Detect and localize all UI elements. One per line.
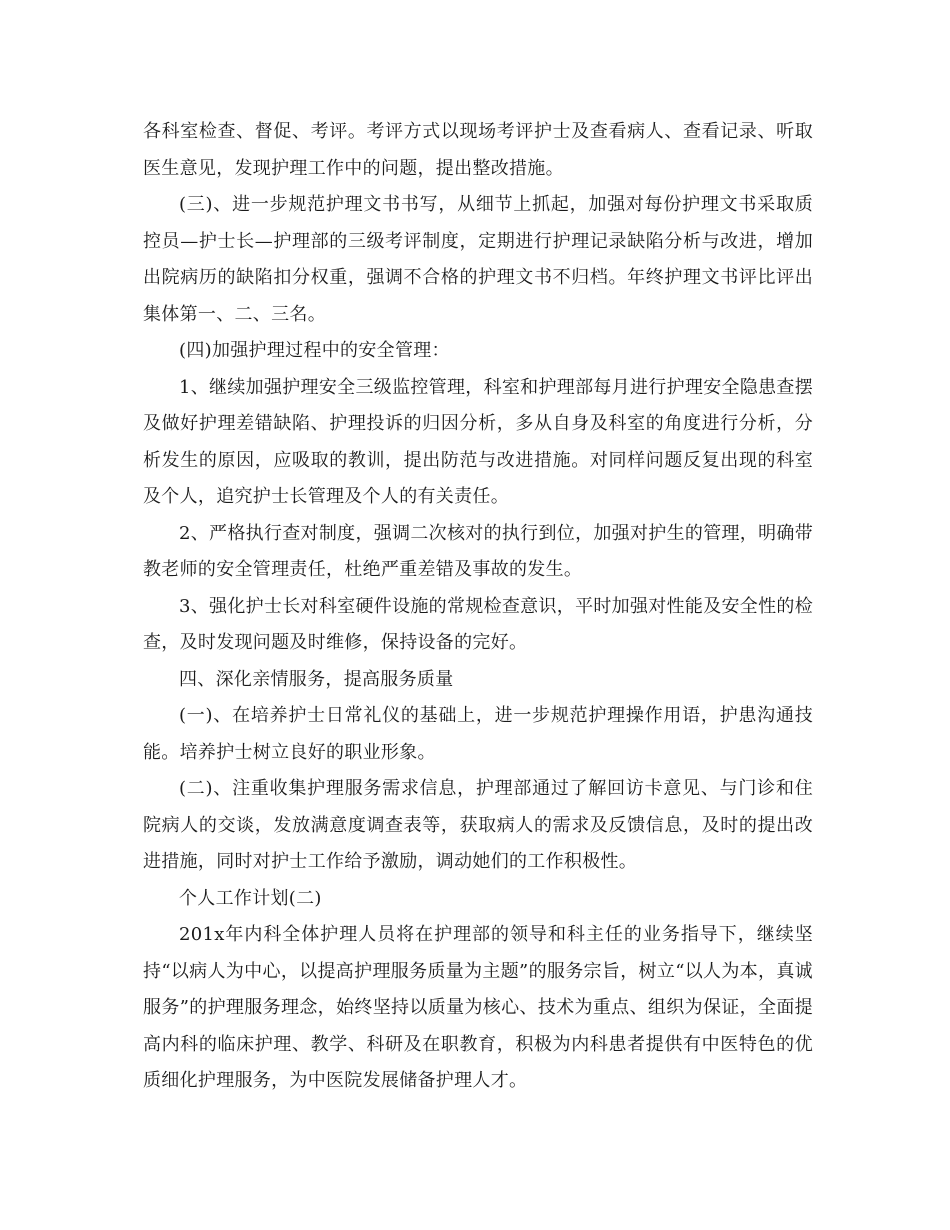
paragraph-plan-intro: 201x年内科全体护理人员将在护理部的领导和科主任的业务指导下，继续坚持“以病人为中心，以提高护理服务质量为主题”的服务宗旨，树立“以人为本，真诚服务”的护理服务理念，始终坚持以质量为核心、技术为重点、组织为保证，全面提高内科的临床护理、教学、科研及在职教育，积极为内科患者提供有中医特色的优质细化护理服务，为中医院发展储备护理人才。 [143,924,813,1091]
paragraph-item-1: 1、继续加强护理安全三级监控管理，科室和护理部每月进行护理安全隐患查摆及做好护理差错缺陷、护理投诉的归因分析，多从自身及科室的角度进行分析，分析发生的原因，应吸取的教训，提出防范与改进措施。对同样问题反复出现的科室及个人，追究护士长管理及个人的有关责任。 [143,376,813,507]
paragraph-item-2: 2、严格执行查对制度，强调二次核对的执行到位，加强对护生的管理，明确带教老师的安全管理责任，杜绝严重差错及事故的发生。 [143,522,813,580]
paragraph-item-3: 3、强化护士长对科室硬件设施的常规检查意识，平时加强对性能及安全性的检查，及时发现问题及时维修，保持设备的完好。 [143,595,813,653]
paragraph-inspection: 各科室检查、督促、考评。考评方式以现场考评护士及查看病人、查看记录、听取医生意见，发现护理工作中的问题，提出整改措施。 [143,121,813,179]
paragraph-subsection-two: (二)、注重收集护理服务需求信息，护理部通过了解回访卡意见、与门诊和住院病人的交谈，发放满意度调查表等，获取病人的需求及反馈信息，及时的提出改进措施，同时对护士工作给予激励，调动她们的工作积极性。 [143,778,813,872]
paragraph-section-four-heading: (四)加强护理过程中的安全管理： [179,340,450,361]
document-body [143,114,813,1100]
plan-title-two: 个人工作计划(二) [179,887,322,909]
paragraph-section-three: (三)、进一步规范护理文书书写，从细节上抓起，加强对每份护理文书采取质控员—护士长—护理部的三级考评制度，定期进行护理记录缺陷分析与改进，增加出院病历的缺陷扣分权重，强调不合格的护理文书不归档。年终护理文书评比评出集体第一、二、三名。 [143,194,813,325]
paragraph-subsection-one: (一)、在培养护士日常礼仪的基础上，进一步规范护理操作用语，护患沟通技能。培养护士树立良好的职业形象。 [143,705,813,763]
section-heading-four: 四、深化亲情服务，提高服务质量 [179,668,454,690]
